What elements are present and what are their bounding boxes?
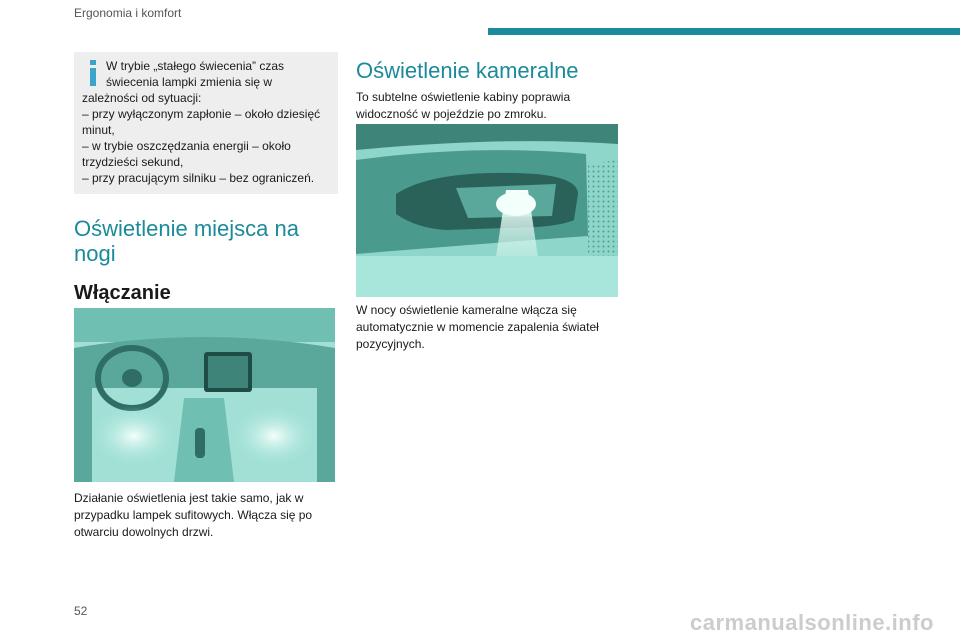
info-box (74, 52, 338, 194)
footwell-lighting-image (74, 308, 335, 482)
mood-lighting-caption (356, 302, 618, 353)
watermark: carmanualsonline.info (690, 610, 934, 635)
info-line: W trybie „stałego świecenia” czas (106, 59, 285, 73)
intro-line: widoczność w pojeździe po zmroku. (356, 107, 547, 121)
footwell-lighting-heading (74, 216, 299, 266)
mood-lighting-intro (356, 89, 618, 123)
caption-line: przypadku lampek sufitowych. Włącza się po (74, 508, 313, 522)
info-line: trzydzieści sekund, (82, 155, 184, 169)
header-section-title: Ergonomia i komfort (74, 6, 182, 20)
info-line: – przy pracującym silniku – bez ograniczeń. (82, 171, 315, 185)
switching-on-heading: Włączanie (74, 282, 171, 304)
page-number: 52 (74, 604, 88, 618)
info-line: świecenia lampki zmienia się w (106, 75, 273, 89)
info-line: zależności od sytuacji: (82, 91, 202, 105)
info-icon (86, 60, 100, 86)
caption-line: automatycznie w momencie zapalenia świateł (356, 320, 599, 334)
heading-line: Oświetlenie miejsca na (74, 216, 299, 241)
mood-lighting-heading: Oświetlenie kameralne (356, 58, 579, 83)
mood-lighting-image (356, 124, 618, 297)
info-line: minut, (82, 123, 115, 137)
caption-line: W nocy oświetlenie kameralne włącza się (356, 303, 577, 317)
heading-line: nogi (74, 241, 116, 266)
info-line: – przy wyłączonym zapłonie – około dziesięć (82, 107, 321, 121)
intro-line: To subtelne oświetlenie kabiny poprawia (356, 90, 571, 104)
footwell-caption (74, 490, 338, 541)
info-line: – w trybie oszczędzania energii – około (82, 139, 291, 153)
caption-line: Działanie oświetlenia jest takie samo, jak w (74, 491, 304, 505)
header-accent-bar (488, 28, 960, 35)
caption-line: otwarciu dowolnych drzwi. (74, 525, 214, 539)
caption-line: pozycyjnych. (356, 337, 425, 351)
